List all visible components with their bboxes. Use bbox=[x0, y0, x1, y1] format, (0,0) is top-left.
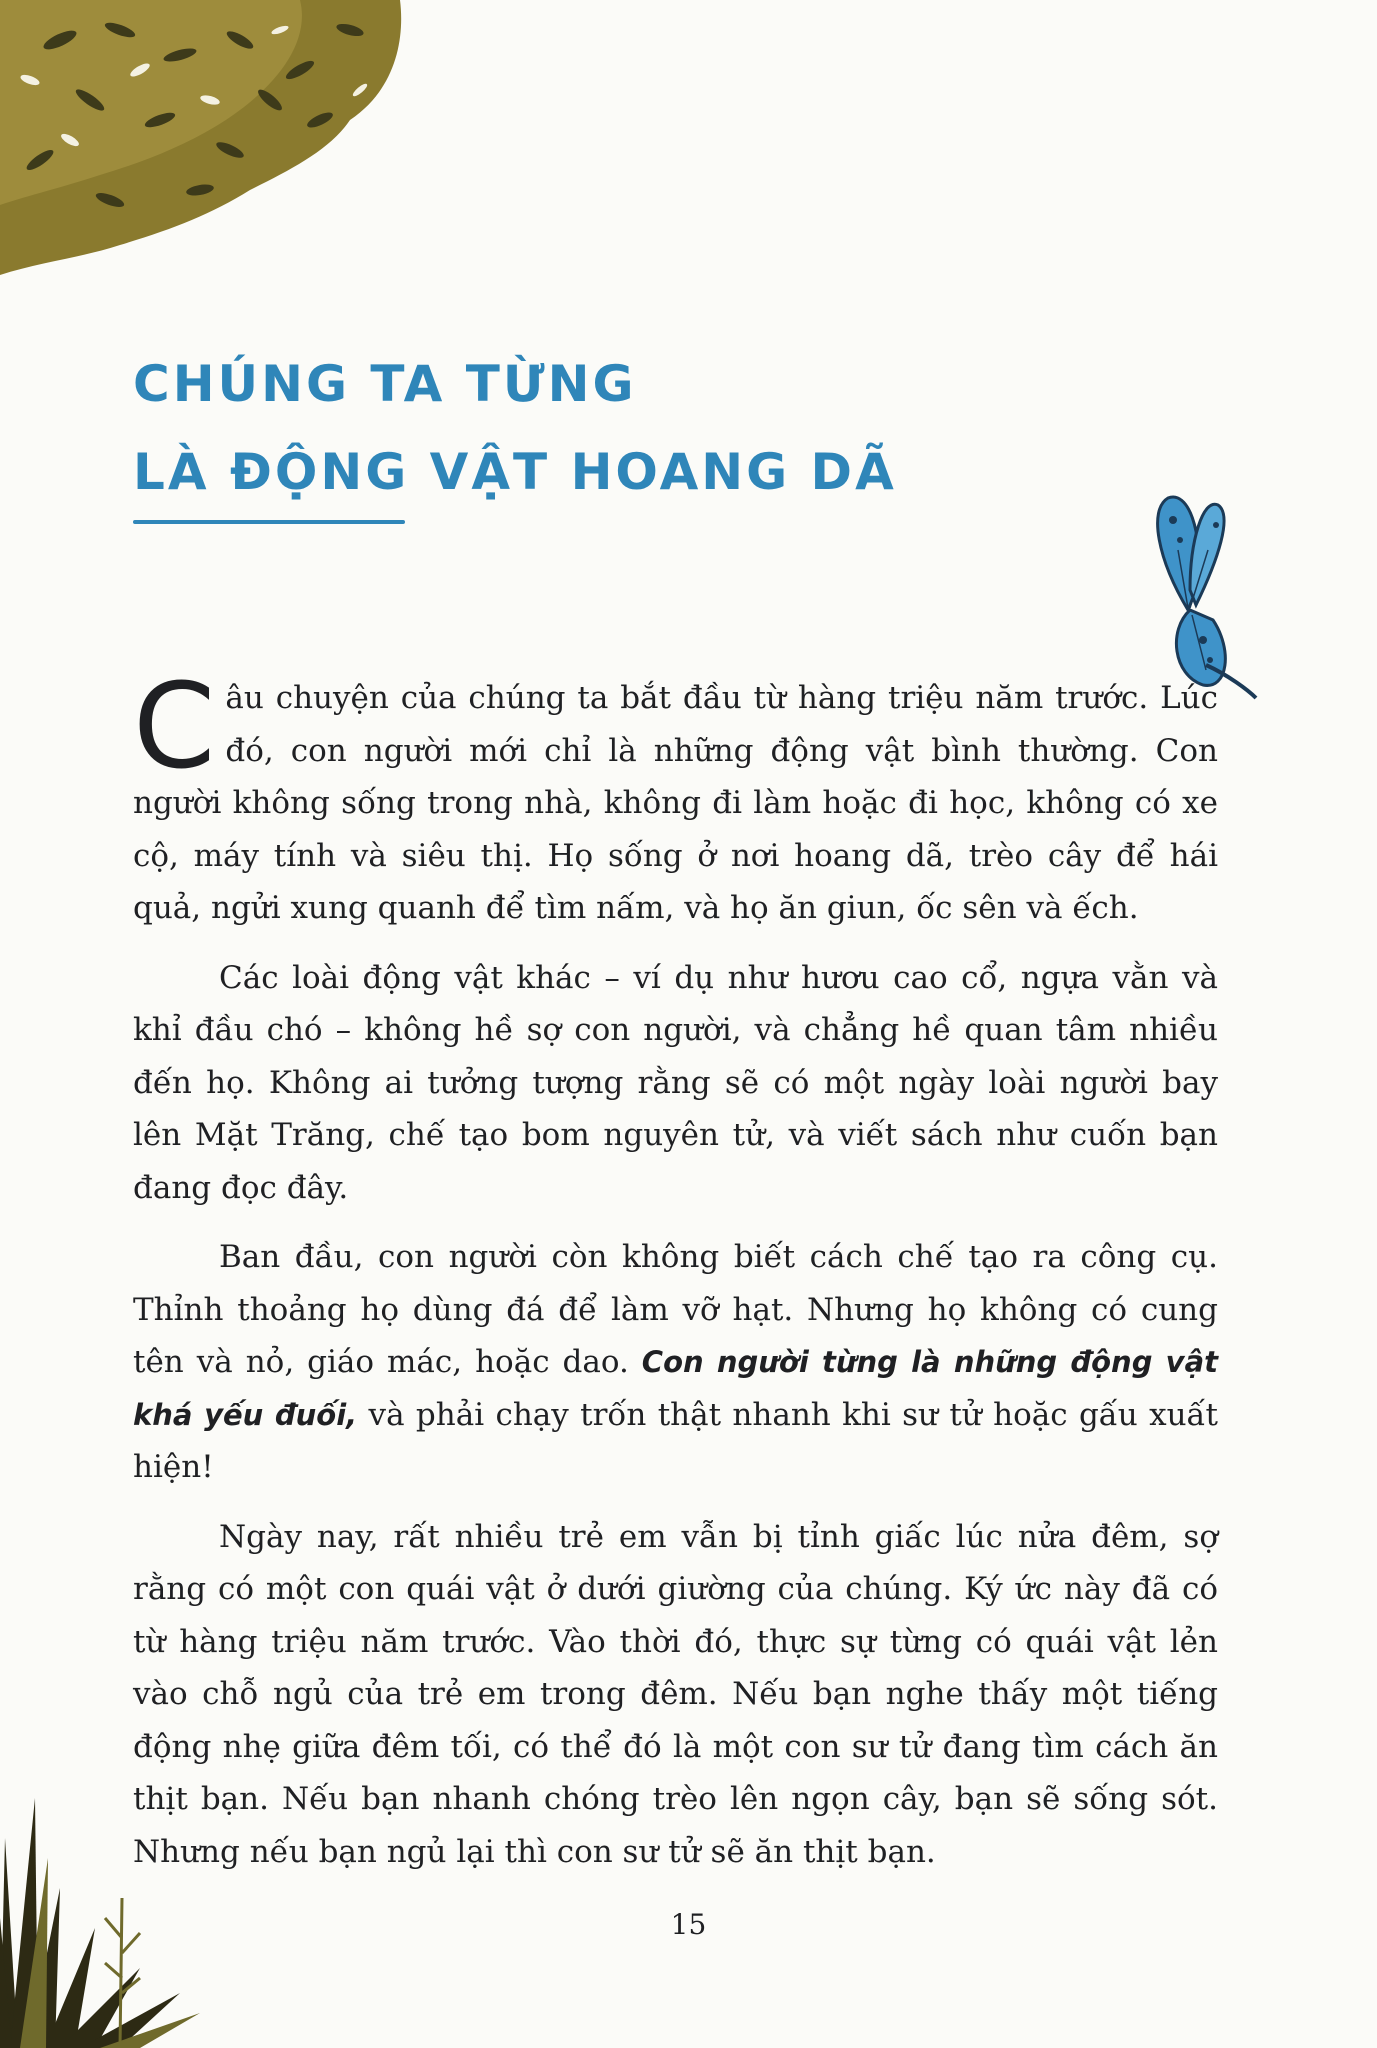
drop-cap: C bbox=[133, 657, 216, 795]
chapter-title-line-2: LÀ ĐỘNG VẬT HOANG DÃ bbox=[133, 443, 897, 501]
paragraph-3-text-after: và phải chạy trốn thật nhanh khi sư tử hoặc gấu xuất hiện! bbox=[133, 1396, 1219, 1485]
chapter-title bbox=[133, 340, 897, 516]
paragraph-3 bbox=[133, 1231, 1218, 1494]
paragraph-4: Ngày nay, rất nhiều trẻ em vẫn bị tỉnh giấc lúc nửa đêm, sợ rằng có một con quái vật ở dưới giường của chúng. Ký ức này đã có từ hàng triệu năm trước. Vào thời đó, thực sự từng có quái vật lẻn vào chỗ ngủ của trẻ em trong đêm. Nếu bạn nghe thấy một tiếng động nhẹ giữa đêm tối, có thể đó là một con sư tử đang tìm cách ăn thịt bạn. Nếu bạn nhanh chóng trèo lên ngọn cây, bạn sẽ sống sót. Nhưng nếu bạn ngủ lại thì con sư tử sẽ ăn thịt bạn. bbox=[133, 1518, 1218, 1870]
page-number: 15 bbox=[670, 1908, 707, 1941]
paragraph-1-text: âu chuyện của chúng ta bắt đầu từ hàng triệu năm trước. Lúc đó, con người mới chỉ là những động vật bình thường. Con người không sống trong nhà, không đi làm hoặc đi học, không có xe cộ, máy tính và siêu thị. Họ sống ở nơi hoang dã, trèo cây để hái quả, ngửi xung quanh để tìm nấm, và họ ăn giun, ốc sên và ếch. bbox=[133, 680, 1218, 926]
title-underline bbox=[133, 520, 405, 524]
paragraph-3-text-before: Ban đầu, con người còn không biết cách chế tạo ra công cụ. Thỉnh thoảng họ dùng đá để làm vỡ hạt. Nhưng họ không có cung tên và nỏ, giáo mác, hoặc dao. bbox=[133, 1239, 1218, 1380]
tree-foliage-illustration bbox=[0, 0, 420, 290]
highlighted-phrase: Con người từng là những động vật khá yếu đuối, bbox=[133, 1345, 1219, 1432]
chapter-title-line-1: CHÚNG TA TỪNG bbox=[133, 355, 637, 413]
butterfly-illustration bbox=[1118, 490, 1258, 700]
body-text bbox=[133, 657, 1219, 1895]
paragraph-1 bbox=[133, 657, 1218, 935]
paragraph-2: Các loài động vật khác – ví dụ như hươu cao cổ, ngựa vằn và khỉ đầu chó – không hề sợ con người, và chẳng hề quan tâm nhiều đến họ. Không ai tưởng tượng rằng sẽ có một ngày loài người bay lên Mặt Trăng, chế tạo bom nguyên tử, và viết sách như cuốn bạn đang đọc đây. bbox=[133, 959, 1218, 1206]
